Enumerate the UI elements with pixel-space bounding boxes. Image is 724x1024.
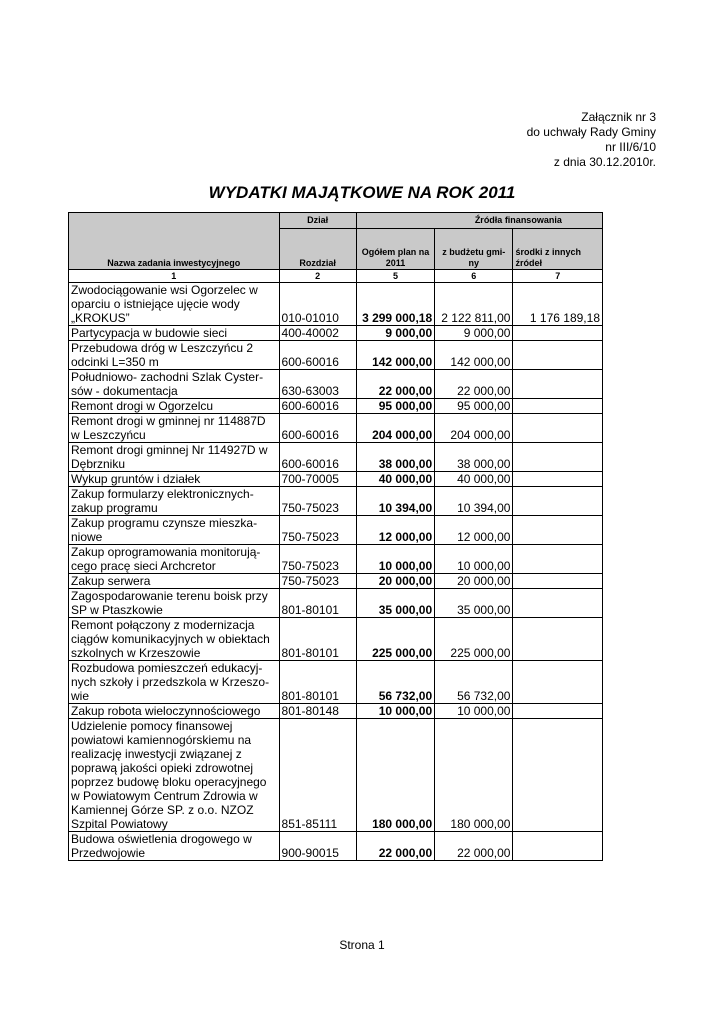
cell-code: 750-75023	[279, 545, 356, 574]
cell-code: 600-60016	[279, 443, 356, 472]
cell-plan: 22 000,00	[356, 832, 434, 861]
cell-code: 010-01010	[279, 283, 356, 326]
cell-other	[513, 443, 603, 472]
cell-other	[513, 516, 603, 545]
cell-plan: 38 000,00	[356, 443, 434, 472]
cell-code: 801-80101	[279, 618, 356, 661]
cell-budget: 9 000,00	[435, 326, 513, 341]
cell-name: Południowo- zachodni Szlak Cyster- sów - dokumentacja	[69, 370, 280, 399]
col-number: 1	[69, 270, 280, 283]
cell-budget: 10 000,00	[435, 704, 513, 719]
cell-code: 801-80101	[279, 589, 356, 618]
header-sources: Źródła finansowania	[435, 213, 603, 229]
cell-name: Zakup programu czynsze mieszka- niowe	[69, 516, 280, 545]
table-row	[69, 399, 603, 414]
cell-name: Zwodociągowanie wsi Ogorzelec w oparciu o istniejące ujęcie wody „KROKUS”	[69, 283, 280, 326]
cell-name: Przebudowa dróg w Leszczyńcu 2 odcinki L=350 m	[69, 341, 280, 370]
cell-plan: 12 000,00	[356, 516, 434, 545]
cell-name: Rozbudowa pomieszczeń edukacyj- nych szkoły i przedszkola w Krzeszo- wie	[69, 661, 280, 704]
investment-table	[68, 212, 603, 861]
table-row	[69, 283, 603, 326]
header-plan: Ogółem plan na 2011	[356, 229, 434, 270]
cell-code: 750-75023	[279, 574, 356, 589]
cell-code: 600-60016	[279, 399, 356, 414]
cell-name: Zakup oprogramowania monitorują- cego pracę sieci Archcretor	[69, 545, 280, 574]
cell-other	[513, 574, 603, 589]
cell-name: Zakup formularzy elektronicznych- zakup programu	[69, 487, 280, 516]
attachment-line: Załącznik nr 3	[581, 110, 656, 124]
header-other: środki z innych źródeł	[513, 229, 603, 270]
cell-plan: 142 000,00	[356, 341, 434, 370]
cell-plan: 22 000,00	[356, 370, 434, 399]
table-row	[69, 326, 603, 341]
cell-other	[513, 589, 603, 618]
cell-plan: 10 394,00	[356, 487, 434, 516]
cell-other: 1 176 189,18	[513, 283, 603, 326]
cell-code: 700-70005	[279, 472, 356, 487]
table-row	[69, 516, 603, 545]
cell-budget: 56 732,00	[435, 661, 513, 704]
table-row	[69, 832, 603, 861]
cell-code: 851-85111	[279, 719, 356, 832]
table-row	[69, 487, 603, 516]
cell-other	[513, 545, 603, 574]
attachment-note	[527, 110, 656, 170]
cell-code: 600-60016	[279, 414, 356, 443]
table-row	[69, 443, 603, 472]
header-budget: z budżetu gmi- ny	[435, 229, 513, 270]
attachment-line: z dnia 30.12.2010r.	[553, 155, 656, 169]
cell-code: 750-75023	[279, 516, 356, 545]
col-number: 2	[279, 270, 356, 283]
header-rozdzial: Rozdział	[279, 229, 356, 270]
cell-name: Udzielenie pomocy finansowej powiatowi kamiennogórskiemu na realizację inwestycji związanej z poprawą jakości opieki zdrowotnej poprzez budowę bloku operacyjnego w Powiatowym Centrum Zdrowia w Kamiennej Górze SP. z o.o. NZOZ Szpital Powiatowy	[69, 719, 280, 832]
cell-name: Remont drogi gminnej Nr 114927D w Dębrzniku	[69, 443, 280, 472]
cell-plan: 180 000,00	[356, 719, 434, 832]
cell-code: 900-90015	[279, 832, 356, 861]
col-number: 7	[513, 270, 603, 283]
cell-code: 801-80101	[279, 661, 356, 704]
cell-other	[513, 341, 603, 370]
cell-name: Zakup serwera	[69, 574, 280, 589]
table-row	[69, 341, 603, 370]
cell-name: Budowa oświetlenia drogowego w Przedwojowie	[69, 832, 280, 861]
cell-other	[513, 487, 603, 516]
cell-code: 600-60016	[279, 341, 356, 370]
cell-budget: 38 000,00	[435, 443, 513, 472]
cell-budget: 204 000,00	[435, 414, 513, 443]
table-row	[69, 370, 603, 399]
table-row	[69, 589, 603, 618]
cell-budget: 142 000,00	[435, 341, 513, 370]
cell-plan: 10 000,00	[356, 545, 434, 574]
cell-plan: 95 000,00	[356, 399, 434, 414]
cell-budget: 10 000,00	[435, 545, 513, 574]
table-row	[69, 704, 603, 719]
page-title: WYDATKI MAJĄTKOWE NA ROK 2011	[208, 183, 516, 202]
cell-plan: 40 000,00	[356, 472, 434, 487]
attachment-line: nr III/6/10	[605, 140, 656, 154]
attachment-line: do uchwały Rady Gminy	[526, 125, 656, 139]
table-row	[69, 661, 603, 704]
cell-budget: 22 000,00	[435, 370, 513, 399]
cell-budget: 180 000,00	[435, 719, 513, 832]
cell-other	[513, 399, 603, 414]
cell-plan: 9 000,00	[356, 326, 434, 341]
table-row	[69, 414, 603, 443]
cell-code: 400-40002	[279, 326, 356, 341]
header-dzial: Dział	[279, 213, 356, 229]
cell-name: Remont drogi w Ogorzelcu	[69, 399, 280, 414]
cell-budget: 35 000,00	[435, 589, 513, 618]
cell-budget: 40 000,00	[435, 472, 513, 487]
cell-plan: 3 299 000,18	[356, 283, 434, 326]
col-number: 6	[435, 270, 513, 283]
cell-budget: 10 394,00	[435, 487, 513, 516]
cell-plan: 225 000,00	[356, 618, 434, 661]
cell-other	[513, 719, 603, 832]
cell-budget: 12 000,00	[435, 516, 513, 545]
cell-code: 801-80148	[279, 704, 356, 719]
cell-name: Zakup robota wieloczynnościowego	[69, 704, 280, 719]
table-row	[69, 719, 603, 832]
cell-name: Remont połączony z modernizacja ciągów komunikacyjnych w obiektach szkolnych w Krzeszowie	[69, 618, 280, 661]
cell-plan: 56 732,00	[356, 661, 434, 704]
page-footer: Strona 1	[339, 938, 385, 952]
cell-plan: 204 000,00	[356, 414, 434, 443]
cell-name: Zagospodarowanie terenu boisk przy SP w Ptaszkowie	[69, 589, 280, 618]
cell-plan: 10 000,00	[356, 704, 434, 719]
cell-budget: 22 000,00	[435, 832, 513, 861]
cell-other	[513, 472, 603, 487]
cell-plan: 20 000,00	[356, 574, 434, 589]
cell-code: 750-75023	[279, 487, 356, 516]
cell-name: Partycypacja w budowie sieci	[69, 326, 280, 341]
table-row	[69, 574, 603, 589]
cell-name: Remont drogi w gminnej nr 114887D w Leszczyńcu	[69, 414, 280, 443]
table-row	[69, 472, 603, 487]
cell-code: 630-63003	[279, 370, 356, 399]
cell-other	[513, 370, 603, 399]
header-name: Nazwa zadania inwestycyjnego	[69, 213, 280, 270]
cell-other	[513, 832, 603, 861]
col-number: 5	[356, 270, 434, 283]
table-row	[69, 618, 603, 661]
cell-other	[513, 661, 603, 704]
cell-plan: 35 000,00	[356, 589, 434, 618]
cell-other	[513, 618, 603, 661]
cell-budget: 95 000,00	[435, 399, 513, 414]
cell-other	[513, 414, 603, 443]
cell-budget: 2 122 811,00	[435, 283, 513, 326]
cell-name: Wykup gruntów i działek	[69, 472, 280, 487]
cell-other	[513, 326, 603, 341]
cell-other	[513, 704, 603, 719]
cell-budget: 225 000,00	[435, 618, 513, 661]
cell-budget: 20 000,00	[435, 574, 513, 589]
table-row	[69, 545, 603, 574]
